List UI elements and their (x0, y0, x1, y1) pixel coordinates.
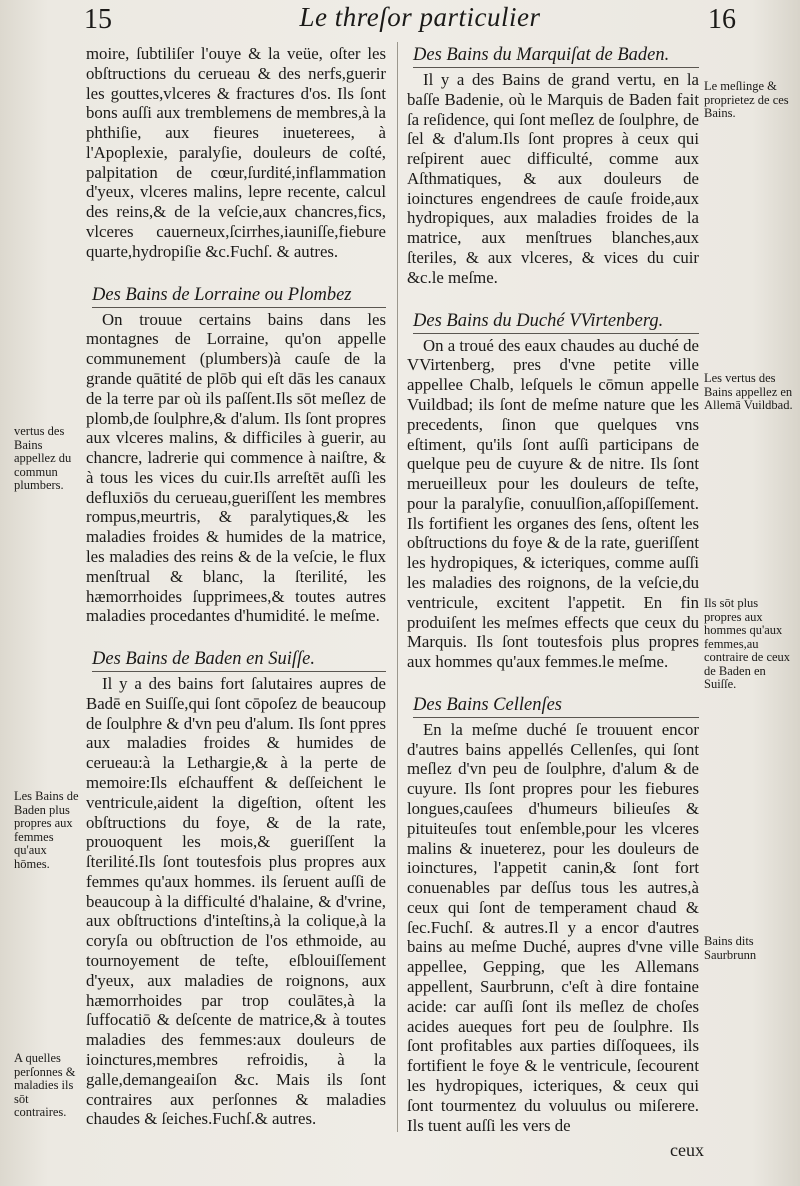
margin-note-left-3: A quelles perſonnes & maladies ils sōt contraires. (14, 1051, 76, 1119)
margin-note-left-1: vertus des Bains appellez du commun plumbers. (14, 424, 72, 492)
section-heading-marquisat: Des Bains du Marquiſat de Baden. (413, 44, 699, 68)
right-column (407, 44, 699, 1135)
continued-paragraph: moire, ſubtiliſer l'ouye & la veüe, oſter les obſtructions du cerueau & des nerfs,guerir les gouttes,vlceres & fractures d'os. Ils ſont bons auſſi aux tremblemens de membres,à la phthiſie, aux fieures inueterees, à l'Apoplexie, paralyſie, douleurs de coſté, palpitation de cœur,ſurdité,inflammation d'yeux, vlceres malins, lepre recente, calcul des reins,& de la veſcie,aux chancres,fics, vlceres cauerneux,ſcirrhes,iauniſſe,fiebure quarte,hydropiſie &c.Fuchſ. & autres. (86, 44, 386, 261)
margin-note-right-1: Le meſlinge & proprietez de ces Bains. (704, 79, 789, 120)
page-header (60, 4, 760, 40)
left-page-number: 15 (84, 4, 112, 35)
section-text-lorraine: On trouue certains bains dans les montagnes de Lorraine, qu'on appelle communement (plumbers)à cauſe de la grande quātité de plōb qui eſt dās les canaux de la terre par où ils paſſent.Ils sōt meſlez de plomb,de ſoulphre,& d'alum. Ils ſont propres aux vlceres malins, & difficiles à guerir, au chancre, ladrerie qui commence à naiſtre, & à tous les vices du cuir.Ils arreſtēt auſſi les defluxiōs du cerueau,gueriſſent les membres rompus,meurtris, & paralytiques,& les maladies froides & humides de la matrice, les maladies des reins & de la veſcie, le flux menſtrual & blanc, la ſterilité, les hæmorrhoides ſupprimees,& toutes autres maladies procedantes d'humidité. le meſme. (86, 309, 386, 626)
section-heading-cellenses: Des Bains Cellenſes (413, 694, 699, 718)
margin-note-right-4: Bains dits Saurbrunn (704, 934, 757, 962)
section-text-wirtenberg: On a troué des eaux chaudes au duché de VVirtenberg, pres d'vne petite ville appellee Chalb, leſquels le cōmun appelle Vuildbad; ils ſont de meſme nature que les precedents, ſinon que quelques vns eſtiment, qu'ils ſont auſſi participans de quelque peu de cuyure & de nitre. Ils ſont merueilleux pour les douleurs de teſte, pour la paralyſie, conuulſion,aſſopiſſement. Ils fortifient les organes des ſens, oſtent les obſtructions du foye & de la rate, gueriſſent les hydropiques, & icteriques, comme auſſi les maladies des roignons, de la veſcie,du ventricule, excitent l'appetit. En fin produiſent les meſmes effects que ceux du Marquis. Ils ſont toutesfois plus propres aux hommes qu'aux femmes.le meſme. (407, 335, 699, 672)
section-text-baden-suisse: Il y a des bains fort ſalutaires aupres de Badē en Suiſſe,qui ſont cōpoſez de beaucoup de ſoulphre & d'vn peu d'alum. Ils ſont ppres aux maladies froides & humides de cerueau:à la Lethargie,& à la perte de memoire:Ils eſchauffent & deſſeichent le ventricule,aident la digeſtion, oſtent les obſtructions du foye, & de la rate, prouoquent les mois,& gueriſſent la ſterilité.Ils ſont toutesfois plus propres aux femmes qu'aux hommes. ils ſeruent auſſi de beaucoup à la difficulté d'halaine, & d'vrine, aux obſtructions d'inteſtins,à la colique,à la coryſa ou obſtruction de l'os ethmoide, au tournoyement de teſte, eſblouiſſement d'yeux, aux maladies de roignons, aux hæmorrhoides par trop coulātes,à la ſuffocatiō & deſcente de matrice,& à toutes maladies des femmes:aux douleurs de ioinctures,membres refroidis, à la galle,demangeaiſon &c. Mais ils ſont contraires aux perſonnes & maladies chaudes & ſeiches.Fuchſ.& autres. (86, 674, 386, 1129)
section-heading-lorraine: Des Bains de Lorraine ou Plombez (92, 284, 386, 308)
running-title: Le threſor particulier (299, 2, 541, 32)
section-heading-baden-suisse: Des Bains de Baden en Suiſſe. (92, 648, 386, 672)
margin-note-right-2: Les vertus des Bains appellez en Allemā Vuildbad. (704, 371, 793, 412)
left-column (86, 44, 386, 1129)
section-heading-wirtenberg: Des Bains du Duché VVirtenberg. (413, 310, 699, 334)
section-text-marquisat: Il y a des Bains de grand vertu, en la baſſe Badenie, où le Marquis de Baden fait ſa reſidence, qui ſont meſlez de ſoulphre, de ſel & d'alum.Ils ſont propres à ceux qui reſpirent auec difficulté, comme aux Aſthmatiques, & aux douleurs de ioinctures engendrees de cauſe froide,aux hydropiques, aux maladies froides de la matrice, aux menſtrues blanches,aux ſteriles, & aux vlceres, & vices du cuir &c.le meſme. (407, 70, 699, 287)
margin-note-left-2: Les Bains de Baden plus propres aux femmes qu'aux hōmes. (14, 789, 79, 871)
catchword: ceux (670, 1140, 704, 1160)
margin-note-right-3: Ils sōt plus propres aux hommes qu'aux femmes,au contraire de ceux de Baden en Suiſſe. (704, 596, 791, 691)
right-page-number: 16 (708, 4, 736, 35)
section-text-cellenses: En la meſme duché ſe trouuent encor d'autres bains appellés Cellenſes, qui ſont meſlez d'vn peu de ſoulphre, d'alum & de cuyure. Ils ſont propres pour les fiebures longues,cauſees d'humeurs bilieuſes & pituiteuſes tout enſemble,pour les vlceres malins & inueterez, pour les douleurs de ioinctures, l'appetit canin,& ſont fort conuenables par deſſus tous les autres,à ceux qui ſont de temperament chaud & ſec.Fuchſ. & autres.Il y a encor d'autres bains au meſme Duché, aupres d'vne ville appellee, Gepping, que les Allemans appellent, Saurbrunn, c'eſt à dire fontaine acide: car auſſi ſont ils meſlez de choſes acides aueques fort peu de ſoulphre. Ils ſont profitables aux parties diſſoquees, ils fortifient le foye & le ventricule, ſecourent les hydropiques, icteriques, & ceux qui ſont tourmentez du voluulus ou miſerere. Ils tuent auſſi les vers de (407, 719, 699, 1135)
column-divider (397, 42, 398, 1132)
